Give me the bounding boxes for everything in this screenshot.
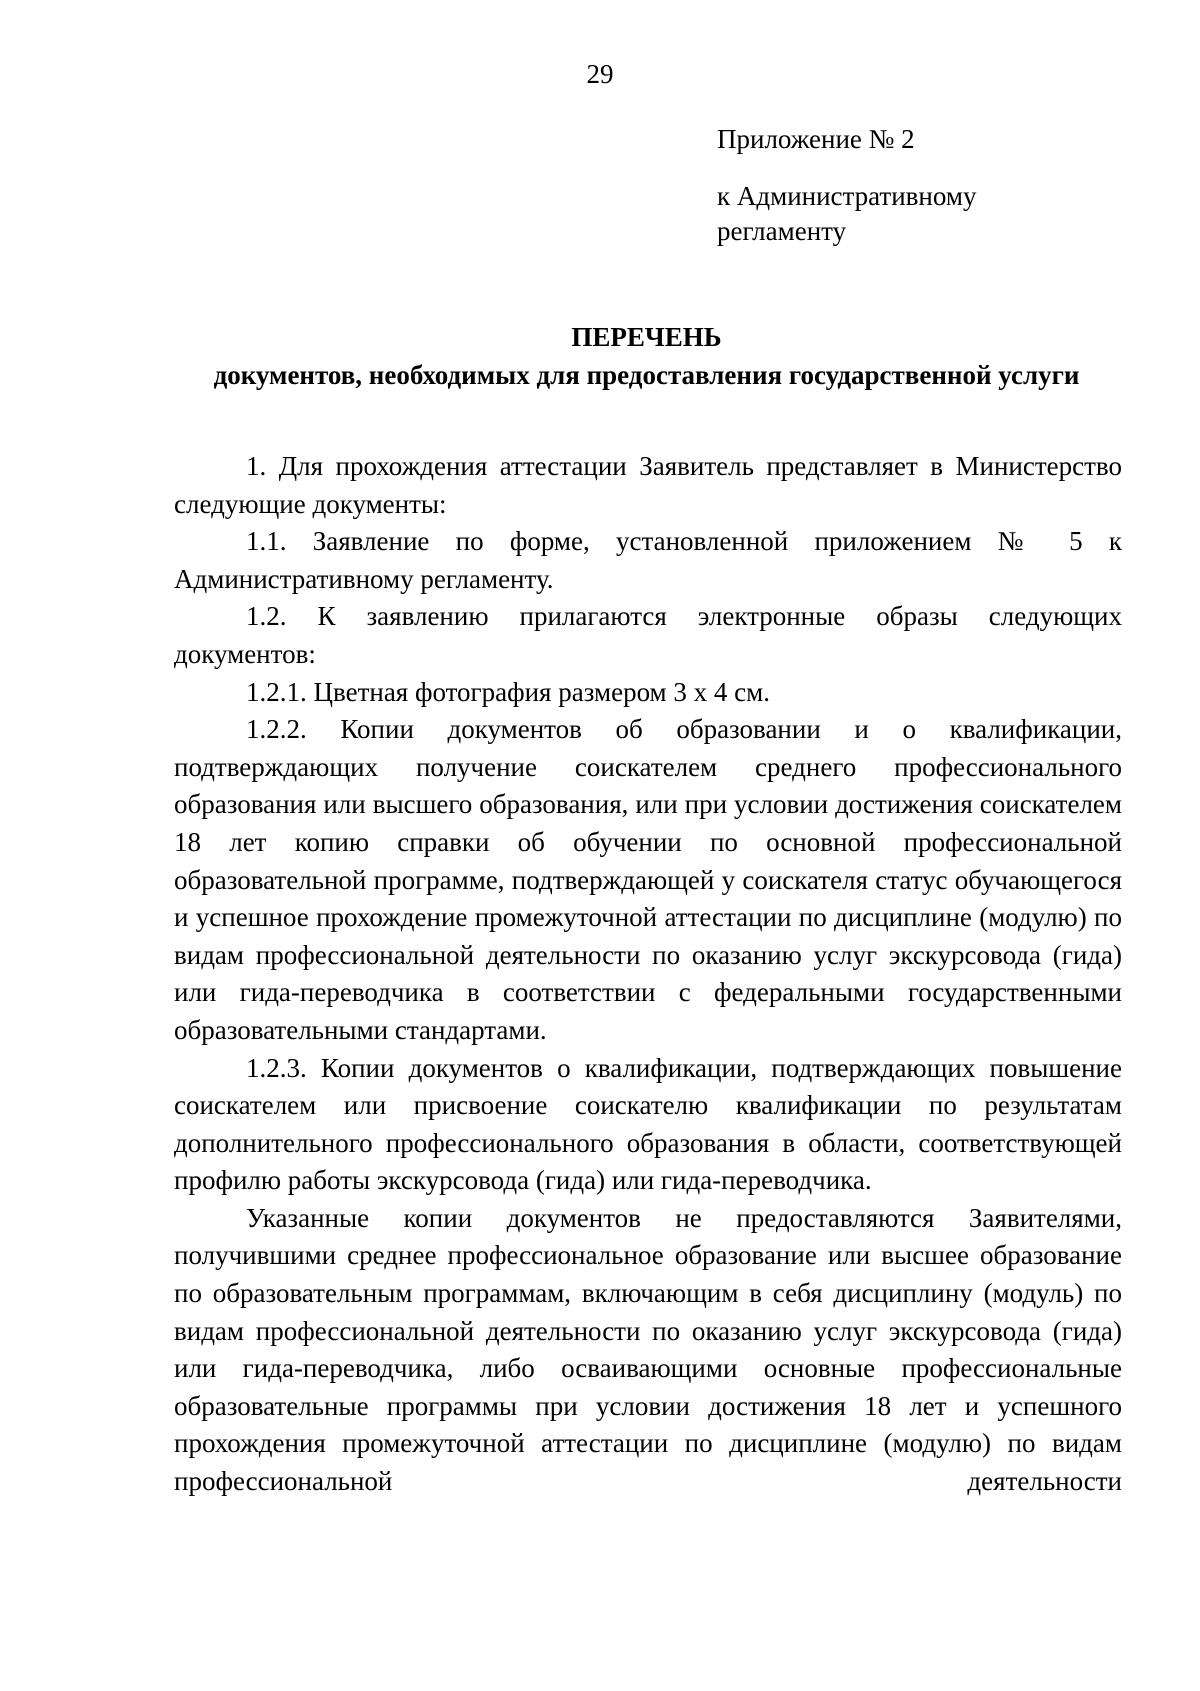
document-heading <box>174 318 1119 394</box>
paragraph-note: Указанные копии документов не предоставляются Заявителями, получившими среднее профессиональное образование или высшее образование по образовательным программам, включающим в себя дисциплину (модуль) по видам профессиональной деятельности по оказанию услуг экскурсовода (гида) или гида-переводчика, либо осваивающими основные профессиональные образовательные программы при условии достижения 18 лет и успешного прохождения промежуточной аттестации по дисциплине (модулю) по видам профессиональной деятельности <box>174 1202 1122 1497</box>
heading-subtitle: документов, необходимых для предоставления государственной услуги <box>213 360 1080 390</box>
paragraph-1-1: 1.1. Заявление по форме, установленной приложением № 5 к Административному регламенту. <box>174 526 1122 594</box>
document-body <box>174 448 1122 1501</box>
appendix-block <box>717 122 1147 249</box>
appendix-subtitle-line2: регламенту <box>717 216 847 246</box>
paragraph-1-2-1: 1.2.1. Цветная фотография размером 3 х 4 см. <box>246 676 770 707</box>
paragraph-1: 1. Для прохождения аттестации Заявитель представляет в Министерство следующие документы: <box>174 451 1122 519</box>
paragraph-1-2-2: 1.2.2. Копии документов об образовании и о квалификации, подтверждающих получение соискателем среднего профессионального образования или высшего образования, или при условии достижения соискателем 18 лет копию справки об обучении по основной профессиональной образовательной программе, подтверждающей у соискателя статус обучающегося и успешное прохождение промежуточной аттестации по дисциплине (модулю) по видам профессиональной деятельности по оказанию услуг экскурсовода (гида) или гида-переводчика в соответствии с федеральными государственными образовательными стандартами. <box>174 714 1122 1045</box>
paragraph-1-2-3: 1.2.3. Копии документов о квалификации, подтверждающих повышение соискателем или присвоение соискателю квалификации по результатам дополнительного профессионального образования в области, соответствующей профилю работы экскурсовода (гида) или гида-переводчика. <box>174 1052 1122 1196</box>
appendix-title: Приложение № 2 <box>717 124 915 154</box>
heading-title: ПЕРЕЧЕНЬ <box>571 322 722 352</box>
appendix-subtitle-line1: к Административному <box>717 181 977 211</box>
page-number: 29 <box>586 59 614 89</box>
paragraph-1-2: 1.2. К заявлению прилагаются электронные образы следующих документов: <box>174 601 1122 669</box>
